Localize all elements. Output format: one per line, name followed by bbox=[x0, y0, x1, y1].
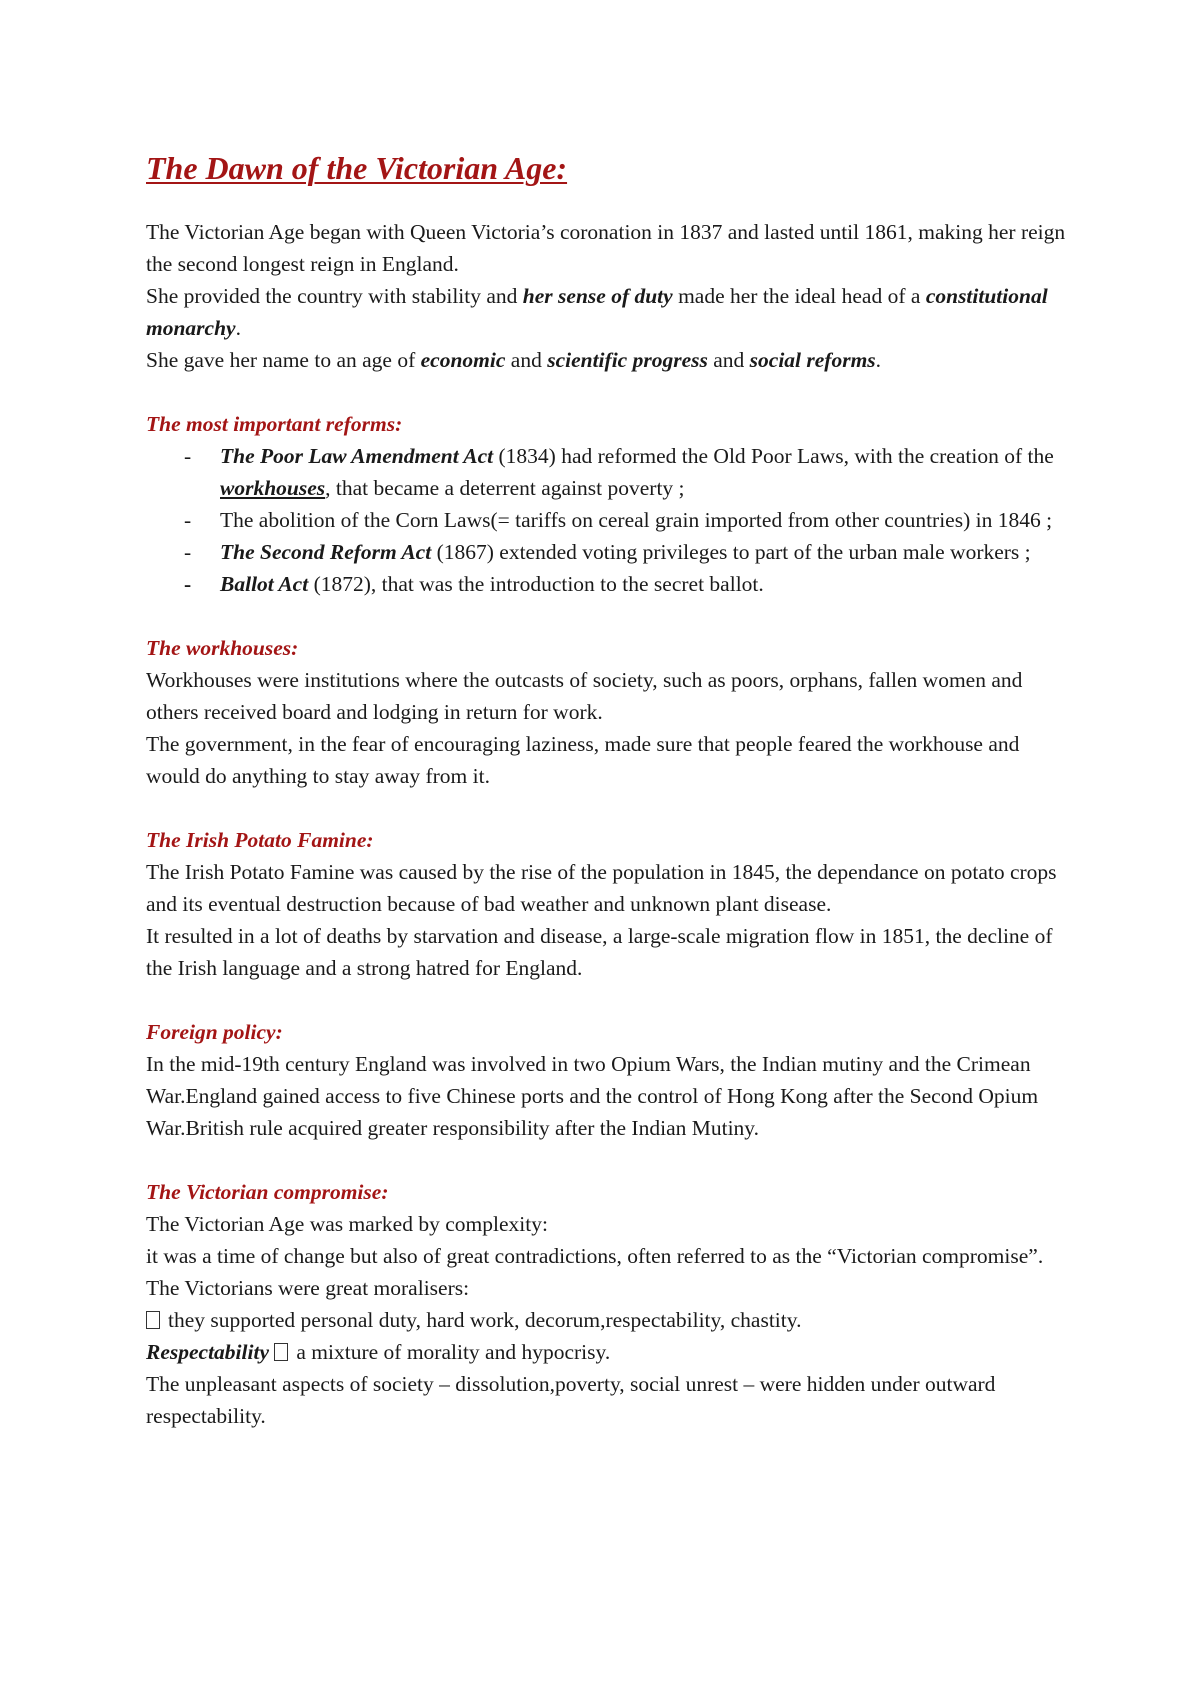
intro-section bbox=[146, 216, 1076, 376]
emphasis-scientific: scientific progress bbox=[547, 348, 708, 372]
dash-bullet: - bbox=[184, 572, 192, 596]
dash-bullet: - bbox=[184, 508, 192, 532]
section-heading-workhouses: The workhouses: bbox=[146, 636, 299, 660]
emphasis-workhouses: workhouses bbox=[220, 476, 326, 500]
reform-name: Ballot Act bbox=[220, 572, 309, 596]
compromise-paragraph-6: The unpleasant aspects of society – dissolution,poverty, social unrest – were hidden under outward respectability. bbox=[146, 1372, 996, 1428]
list-item bbox=[146, 440, 1076, 504]
text-run: The abolition of the Corn Laws(= tariffs on cereal grain imported from other countries) in 1846 ; bbox=[220, 508, 1053, 532]
dash-bullet: - bbox=[184, 444, 192, 468]
workhouses-paragraph-1: Workhouses were institutions where the outcasts of society, such as poors, orphans, fallen women and others received board and lodging in return for work. bbox=[146, 668, 1023, 724]
text-run: She gave her name to an age of bbox=[146, 348, 421, 372]
text-run: made her the ideal head of a bbox=[672, 284, 926, 308]
compromise-paragraph-1: The Victorian Age was marked by complexity: bbox=[146, 1212, 548, 1236]
list-item bbox=[146, 536, 1076, 568]
compromise-paragraph-2: it was a time of change but also of great contradictions, often referred to as the “Victorian compromise”. bbox=[146, 1244, 1044, 1268]
text-run: (1872), that was the introduction to the secret ballot. bbox=[308, 572, 764, 596]
intro-paragraph-3 bbox=[146, 344, 1076, 376]
section-heading-reforms: The most important reforms: bbox=[146, 412, 403, 436]
missing-glyph-icon bbox=[146, 1311, 160, 1329]
emphasis-respectability: Respectability bbox=[146, 1340, 269, 1364]
text-run: She provided the country with stability and bbox=[146, 284, 523, 308]
text-run: . bbox=[875, 348, 882, 372]
reform-name: The Poor Law Amendment Act bbox=[220, 444, 494, 468]
famine-paragraph-1: The Irish Potato Famine was caused by the rise of the population in 1845, the dependance on potato crops and its eventual destruction because of bad weather and unknown plant disease. bbox=[146, 860, 1057, 916]
document-content bbox=[146, 148, 1076, 1432]
text-run: , that became a deterrent against poverty ; bbox=[325, 476, 685, 500]
workhouses-section bbox=[146, 632, 1076, 792]
text-run: a mixture of morality and hypocrisy. bbox=[296, 1340, 611, 1364]
emphasis-duty: her sense of duty bbox=[522, 284, 673, 308]
compromise-paragraph-4 bbox=[146, 1304, 1076, 1336]
text-run: . bbox=[235, 316, 241, 340]
foreign-policy-paragraph: In the mid-19th century England was involved in two Opium Wars, the Indian mutiny and the Crimean War.England gained access to five Chinese ports and the control of Hong Kong after the Second Opium War.British rule acquired greater responsibility after the Indian Mutiny. bbox=[146, 1052, 1039, 1140]
famine-paragraph-2: It resulted in a lot of deaths by starvation and disease, a large-scale migration flow in 1851, the decline of the Irish language and a strong hatred for England. bbox=[146, 924, 1053, 980]
reforms-section bbox=[146, 408, 1076, 600]
missing-glyph-icon bbox=[274, 1343, 288, 1361]
emphasis-economic: economic bbox=[420, 348, 506, 372]
list-item bbox=[146, 504, 1076, 536]
emphasis-social: social reforms bbox=[749, 348, 876, 372]
text-run: and bbox=[707, 348, 750, 372]
section-heading-foreign-policy: Foreign policy: bbox=[146, 1020, 283, 1044]
section-heading-famine: The Irish Potato Famine: bbox=[146, 828, 374, 852]
compromise-paragraph-3: The Victorians were great moralisers: bbox=[146, 1276, 470, 1300]
list-item bbox=[146, 568, 1076, 600]
reform-name: The Second Reform Act bbox=[220, 540, 432, 564]
section-heading-compromise: The Victorian compromise: bbox=[146, 1180, 389, 1204]
text-run: they supported personal duty, hard work, decorum,respectability, chastity. bbox=[168, 1308, 802, 1332]
reforms-list bbox=[146, 440, 1076, 600]
emphasis-monarchy: constitutional monarchy bbox=[146, 284, 1048, 340]
page-title: The Dawn of the Victorian Age: bbox=[146, 150, 568, 186]
workhouses-paragraph-2: The government, in the fear of encouraging laziness, made sure that people feared the workhouse and would do anything to stay away from it. bbox=[146, 732, 1020, 788]
text-run: (1867) extended voting privileges to part of the urban male workers ; bbox=[431, 540, 1031, 564]
dash-bullet: - bbox=[184, 540, 192, 564]
text-run: (1834) had reformed the Old Poor Laws, with the creation of the bbox=[493, 444, 1054, 468]
compromise-paragraph-5 bbox=[146, 1336, 1076, 1368]
intro-paragraph-2 bbox=[146, 280, 1076, 344]
famine-section bbox=[146, 824, 1076, 984]
compromise-section bbox=[146, 1176, 1076, 1432]
intro-paragraph-1: The Victorian Age began with Queen Victoria’s coronation in 1837 and lasted until 1861, making her reign the second longest reign in England. bbox=[146, 220, 1066, 276]
foreign-policy-section bbox=[146, 1016, 1076, 1144]
text-run: and bbox=[505, 348, 548, 372]
